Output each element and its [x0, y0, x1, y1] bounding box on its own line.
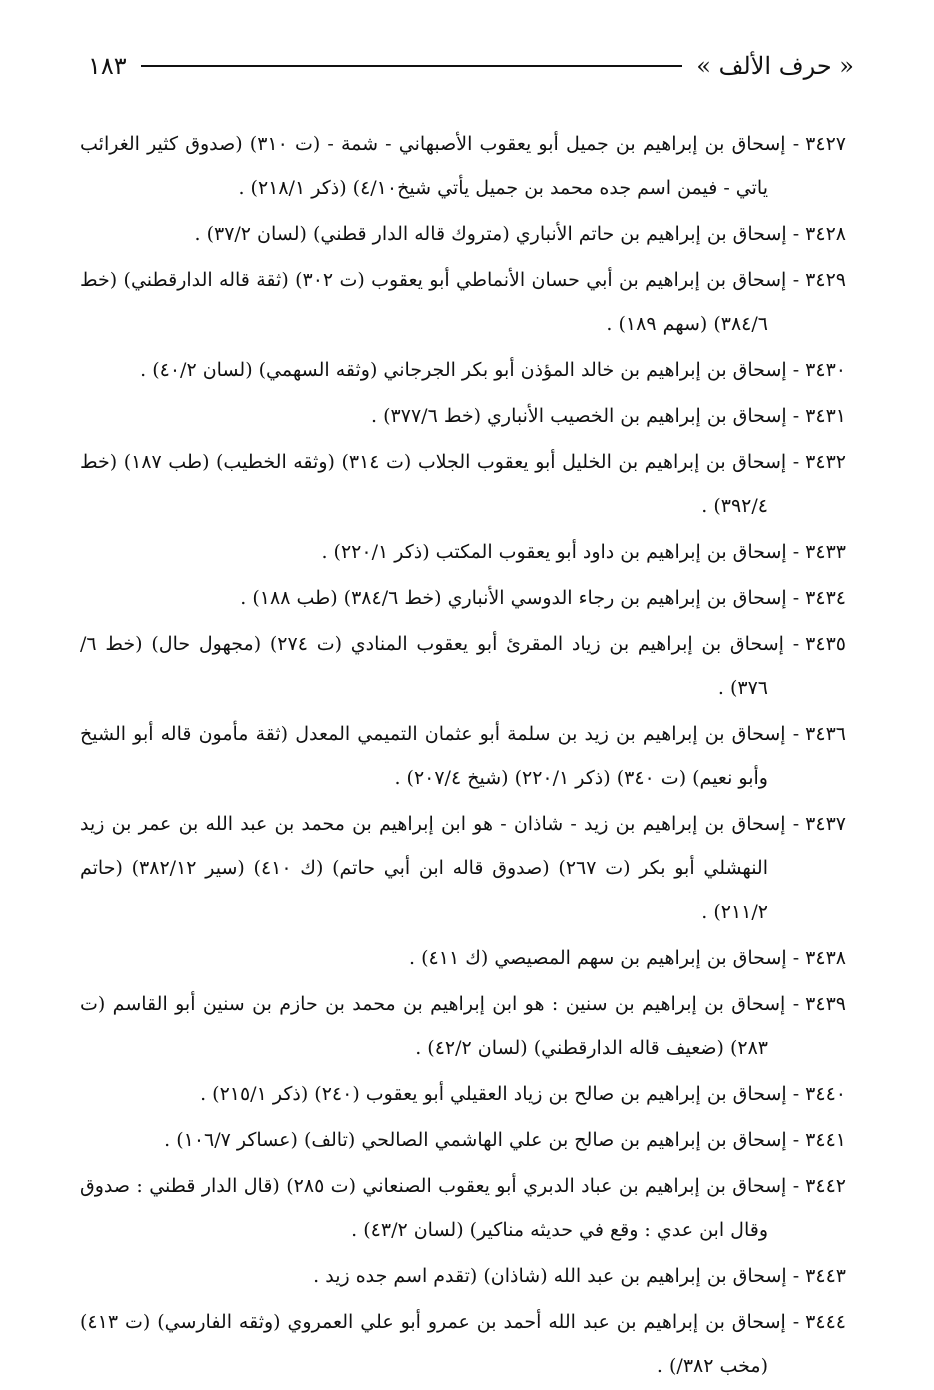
entry-text: إسحاق بن إبراهيم بن زياد المقرئ أبو يعقوب المنادي (ت ٢٧٤) (مجهول حال) (خط ٦/ ٣٧٦) . — [80, 633, 784, 699]
entry-text: إسحاق بن إبراهيم بن الخصيب الأنباري (خط ٣٧٧/٦) . — [371, 405, 787, 427]
header-rule — [141, 65, 683, 67]
entry-number: ٣٤٤٣ - — [792, 1265, 846, 1287]
entry-text: إسحاق بن إبراهيم بن عبد الله (شاذان) (تقدم اسم جده زيد . — [313, 1265, 787, 1287]
entry-text: إسحاق بن إبراهيم بن جميل أبو يعقوب الأصبهاني - شمة - (ت ٣١٠) (صدوق كثير الغرائب ياتي - فيمن اسم جده محمد بن جميل يأتي شيخ٤/١٠) (ذكر ٢١٨/١) . — [80, 133, 786, 199]
entry-number: ٣٤٣٢ - — [792, 451, 846, 473]
entry-number: ٣٤٣٦ - — [792, 723, 846, 745]
entry — [80, 936, 846, 980]
entry — [80, 622, 846, 710]
entry-number: ٣٤٤٤ - — [792, 1311, 846, 1333]
entry-text: إسحاق بن إبراهيم بن الخليل أبو يعقوب الجلاب (ت ٣١٤) (وثقه الخطيب) (طب ١٨٧) (خط ٣٩٢/٤) . — [80, 451, 787, 517]
entry-number: ٣٤٤١ - — [792, 1129, 846, 1151]
entry-text: إسحاق بن إبراهيم بن زيد بن سلمة أبو عثمان التميمي المعدل (ثقة مأمون قاله أبو الشيخ وأبو نعيم) (ت ٣٤٠) (ذكر ٢٢٠/١) (شيخ ٢٠٧/٤) . — [80, 723, 786, 789]
entry — [80, 348, 846, 392]
entry-text: إسحاق بن إبراهيم بن سنين : هو ابن إبراهيم بن محمد بن حازم بن سنين أبو القاسم (ت ٢٨٣) (ضعيف قاله الدارقطني) (لسان ٤٢/٢) . — [80, 993, 786, 1059]
entry — [80, 440, 846, 528]
entry-number: ٣٤٣٩ - — [792, 993, 846, 1015]
entry — [80, 212, 846, 256]
entry — [80, 1254, 846, 1298]
entry-text: إسحاق بن إبراهيم بن داود أبو يعقوب المكتب (ذكر ٢٢٠/١) . — [321, 541, 787, 563]
entries-list — [80, 122, 846, 1390]
entry-number: ٣٤٣٥ - — [792, 633, 846, 655]
entry-text: إسحاق بن إبراهيم بن صالح بن علي الهاشمي الصالحي (تالف) (عساكر ١٠٦/٧) . — [164, 1129, 787, 1151]
entry-text: إسحاق بن إبراهيم بن سهم المصيصي (ك ٤١١) . — [409, 947, 787, 969]
entry-number: ٣٤٤٠ - — [792, 1083, 846, 1105]
entry-number: ٣٤٤٢ - — [792, 1175, 846, 1197]
entry-number: ٣٤٣٤ - — [792, 587, 846, 609]
entry-number: ٣٤٢٧ - — [792, 133, 846, 155]
entry-number: ٣٤٣١ - — [792, 405, 846, 427]
entry-number: ٣٤٣٨ - — [792, 947, 846, 969]
entry-number: ٣٤٣٠ - — [792, 359, 846, 381]
entry — [80, 1118, 846, 1162]
entry-number: ٣٤٢٨ - — [792, 223, 846, 245]
entry-text: إسحاق بن إبراهيم بن عبد الله أحمد بن عمرو أبو علي العمروي (وثقه الفارسي) (ت ٤١٣) (مخب ٣٨٢/) . — [80, 1311, 786, 1377]
entry — [80, 982, 846, 1070]
entry-text: إسحاق بن إبراهيم بن عباد الدبري أبو يعقوب الصنعاني (ت ٢٨٥) (قال الدار قطني : صدوق وقال ابن عدي : وقع في حديثه مناكير) (لسان ٤٣/٢) . — [80, 1175, 787, 1241]
entry-text: إسحاق بن إبراهيم بن أبي حسان الأنماطي أبو يعقوب (ت ٣٠٢) (ثقة قاله الدارقطني) (خط ٣٨٤/٦) (سهم ١٨٩) . — [80, 269, 787, 335]
entry — [80, 122, 846, 210]
entry — [80, 530, 846, 574]
entry — [80, 1072, 846, 1116]
entry — [80, 576, 846, 620]
page-number: ١٨٣ — [88, 52, 127, 80]
entry — [80, 1300, 846, 1388]
entry — [80, 394, 846, 438]
entry — [80, 1164, 846, 1252]
entry-text: إسحاق بن إبراهيم بن رجاء الدوسي الأنباري (خط ٣٨٤/٦) (طب ١٨٨) . — [240, 587, 787, 609]
entry — [80, 712, 846, 800]
entry — [80, 802, 846, 934]
entry — [80, 258, 846, 346]
entry-number: ٣٤٣٣ - — [792, 541, 846, 563]
entry-text: إسحاق بن إبراهيم بن صالح بن زياد العقيلي أبو يعقوب (٢٤٠) (ذكر ٢١٥/١) . — [200, 1083, 787, 1105]
entry-text: إسحاق بن إبراهيم بن خالد المؤذن أبو بكر الجرجاني (وثقه السهمي) (لسان ٤٠/٢) . — [140, 359, 787, 381]
entry-number: ٣٤٣٧ - — [792, 813, 846, 835]
page-header — [88, 46, 854, 86]
entry-number: ٣٤٢٩ - — [792, 269, 846, 291]
entry-text: إسحاق بن إبراهيم بن زيد - شاذان - هو ابن إبراهيم بن محمد بن عبد الله بن عمر بن زيد النهشلي أبو بكر (ت ٢٦٧) (صدوق قاله ابن أبي حاتم) (ك ٤١٠) (سير ٣٨٢/١٢) (حاتم ٢١١/٢) . — [80, 813, 786, 923]
running-title: « حرف الألف » — [696, 52, 854, 80]
entry-text: إسحاق بن إبراهيم بن حاتم الأنباري (متروك قاله الدار قطني) (لسان ٣٧/٢) . — [194, 223, 787, 245]
